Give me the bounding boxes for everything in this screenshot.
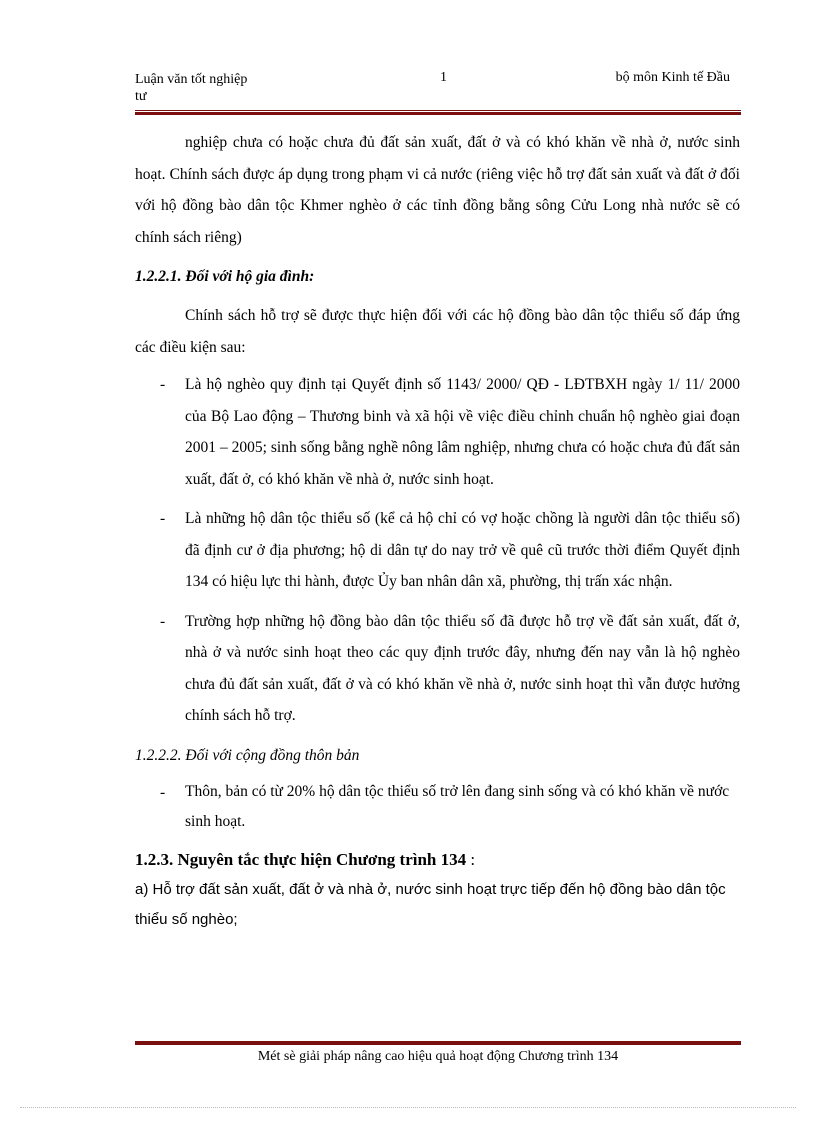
list-item (135, 369, 740, 495)
bullet-dash: - (160, 510, 166, 527)
paragraph-principle-a: a) Hỗ trợ đất sản xuất, đất ở và nhà ở, nước sinh hoạt trực tiếp đến hộ đồng bào dân tộc thiểu số nghèo; (135, 880, 726, 928)
paragraph-continuation: nghiệp chưa có hoặc chưa đủ đất sản xuất, đất ở và có khó khăn về nhà ở, nước sinh hoạt. Chính sách được áp dụng trong phạm vi cả nước (riêng việc hỗ trợ đất sản xuất và đất ở đối với hộ đồng bào dân tộc Khmer nghèo ở các tỉnh đồng bằng sông Cửu Long nhà nước sẽ có chính sách riêng) (135, 134, 740, 246)
header-right-text: bộ môn Kinh tế Đầu (615, 70, 730, 85)
paragraph-intro-conditions: Chính sách hỗ trợ sẽ được thực hiện đối với các hộ đồng bào dân tộc thiểu số đáp ứng các điều kiện sau: (135, 307, 740, 356)
page-number: 1 (440, 70, 447, 85)
section-heading-colon: : (466, 849, 476, 869)
bullet-dash: - (160, 783, 166, 801)
page-content (135, 127, 740, 935)
list-item-text: Là hộ nghèo quy định tại Quyết định số 1143/ 2000/ QĐ - LĐTBXH ngày 1/ 11/ 2000 của Bộ Lao động – Thương binh và xã hội về việc điều chỉnh chuẩn hộ nghèo giai đoạn 2001 – 2005; sinh sống bằng nghề nông lâm nghiệp, nhưng chưa có hoặc chưa đủ đất sản xuất, đất ở, có khó khăn về nhà ở, nước sinh hoạt. (185, 376, 740, 488)
list-item (135, 503, 740, 598)
page-footer: Mét sè giải pháp nâng cao hiệu quả hoạt động Chương trình 134 (257, 1049, 619, 1064)
section-heading-text: 1.2.3. Nguyên tắc thực hiện Chương trình 134 (135, 849, 467, 869)
section-heading-1-2-2-1: 1.2.2.1. Đối với hộ gia đình: (135, 268, 315, 285)
header-left-text: Luận văn tốt nghiệp (135, 72, 248, 87)
list-item (135, 606, 740, 732)
list-item (135, 777, 740, 837)
list-item-text: Là những hộ dân tộc thiểu số (kể cả hộ chỉ có vợ hoặc chồng là người dân tộc thiểu số) đã định cư ở địa phương; hộ di dân tự do nay trở về quê cũ trước thời điểm Quyết định 134 có hiệu lực thi hành, được Ủy ban nhân dân xã, phường, thị trấn xác nhận. (185, 510, 740, 590)
list-item-text: Trường hợp những hộ đồng bào dân tộc thiểu số đã được hỗ trợ về đất sản xuất, đất ở, nhà ở và nước sinh hoạt theo các quy định trước đây, nhưng đến nay vẫn là hộ nghèo chưa đủ đất sản xuất, đất ở và có khó khăn về nhà ở, nước sinh hoạt thì vẫn được hưởng chính sách hỗ trợ. (185, 612, 740, 724)
section-heading-1-2-2-2: 1.2.2.2. Đối với cộng đồng thôn bản (135, 746, 360, 764)
header-left-wrap-text: tư (135, 89, 147, 104)
bullet-dash: - (160, 376, 166, 393)
section-heading-1-2-3 (135, 845, 740, 875)
page-edge-divider (20, 1107, 796, 1108)
page-header (135, 70, 740, 110)
header-rule (135, 110, 741, 115)
footer-rule (135, 1040, 741, 1045)
bullet-dash: - (160, 612, 166, 630)
list-item-text: Thôn, bản có từ 20% hộ dân tộc thiểu số trở lên đang sinh sống và có khó khăn về nước sinh hoạt. (185, 782, 730, 830)
